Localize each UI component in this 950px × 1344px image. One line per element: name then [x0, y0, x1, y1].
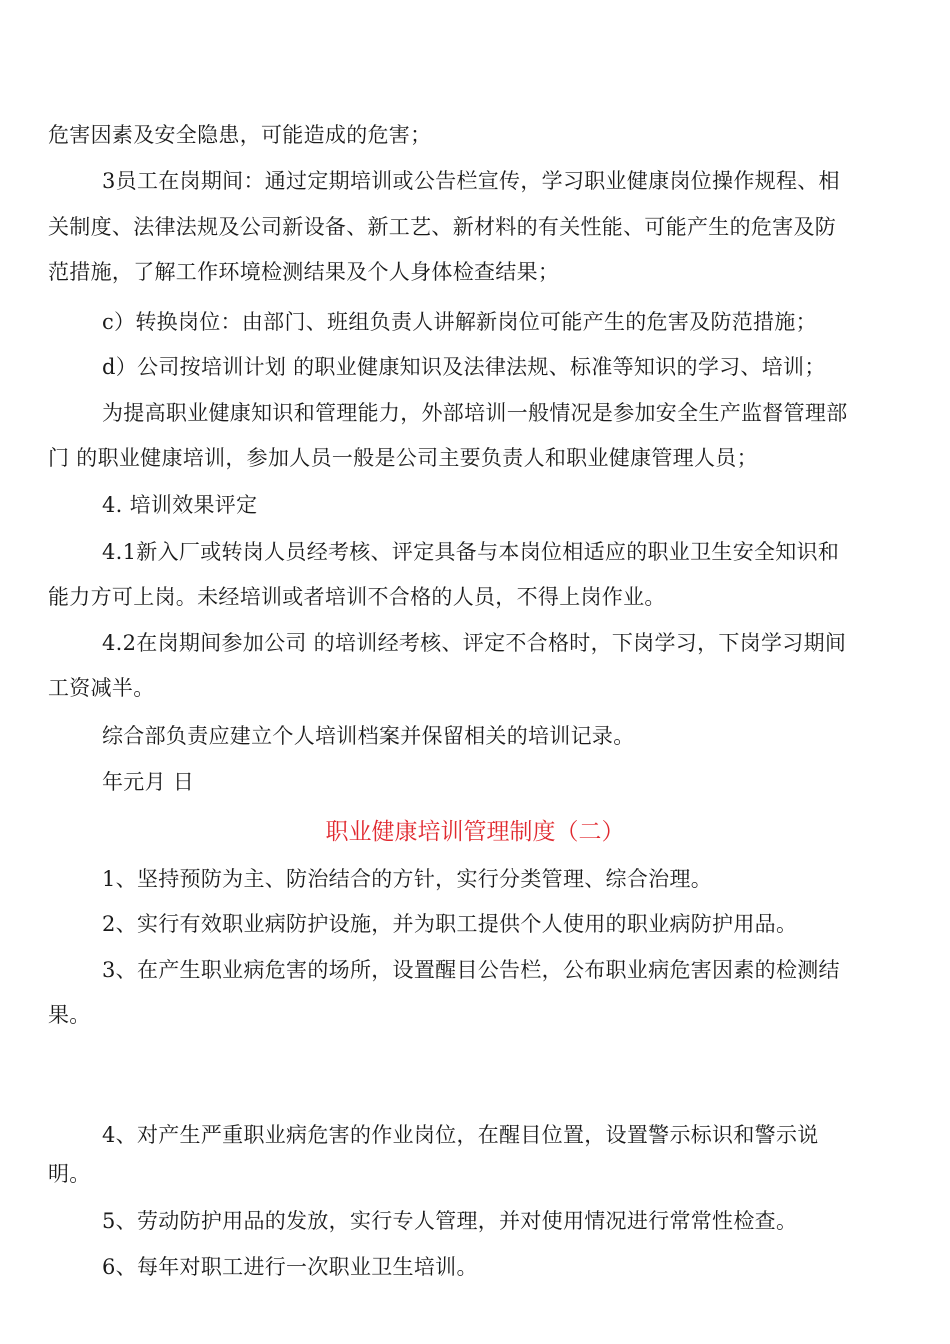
text-line: 范措施，了解工作环境检测结果及个人身体检查结果； [48, 260, 560, 284]
text-line: 5、劳动防护用品的发放，实行专人管理，并对使用情况进行常常性检查。 [102, 1209, 798, 1233]
section-title: 职业健康培训管理制度（二） [325, 819, 625, 845]
text-line: 关制度、法律法规及公司新设备、新工艺、新材料的有关性能、可能产生的危害及防 [48, 215, 837, 239]
date-line: 年元月 日 [102, 770, 195, 794]
text-line: 6、每年对职工进行一次职业卫生培训。 [102, 1255, 478, 1279]
text-line: 4.2在岗期间参加公司 的培训经考核、评定不合格时，下岗学习，下岗学习期间 [102, 631, 847, 655]
text-line: 4.1新入厂或转岗人员经考核、评定具备与本岗位相适应的职业卫生安全知识和 [102, 540, 840, 564]
text-line: 危害因素及安全隐患，可能造成的危害； [48, 123, 432, 147]
text-line: 门 的职业健康培训，参加人员一般是公司主要负责人和职业健康管理人员； [48, 446, 758, 470]
text-line: 综合部负责应建立个人培训档案并保留相关的培训记录。 [102, 724, 635, 748]
text-line: 2、实行有效职业病防护设施，并为职工提供个人使用的职业病防护用品。 [102, 912, 798, 936]
text-line: 3、在产生职业病危害的场所，设置醒目公告栏，公布职业病危害因素的检测结 [102, 958, 840, 982]
text-line: d）公司按培训计划 的职业健康知识及法律法规、标准等知识的学习、培训； [102, 355, 826, 379]
text-line: 工资减半。 [48, 676, 155, 700]
text-line: 明。 [48, 1162, 91, 1186]
section-heading: 4. 培训效果评定 [102, 493, 258, 517]
text-line: c）转换岗位：由部门、班组负责人讲解新岗位可能产生的危害及防范措施； [102, 310, 817, 334]
text-line: 能力方可上岗。未经培训或者培训不合格的人员，不得上岗作业。 [48, 585, 666, 609]
text-line: 1、坚持预防为主、防治结合的方针，实行分类管理、综合治理。 [102, 867, 713, 891]
text-line: 果。 [48, 1003, 91, 1027]
text-line: 4、对产生严重职业病危害的作业岗位，在醒目位置，设置警示标识和警示说 [102, 1123, 819, 1147]
text-line: 为提高职业健康知识和管理能力，外部培训一般情况是参加安全生产监督管理部 [102, 401, 848, 425]
text-line: 3员工在岗期间：通过定期培训或公告栏宣传，学习职业健康岗位操作规程、相 [102, 169, 840, 193]
